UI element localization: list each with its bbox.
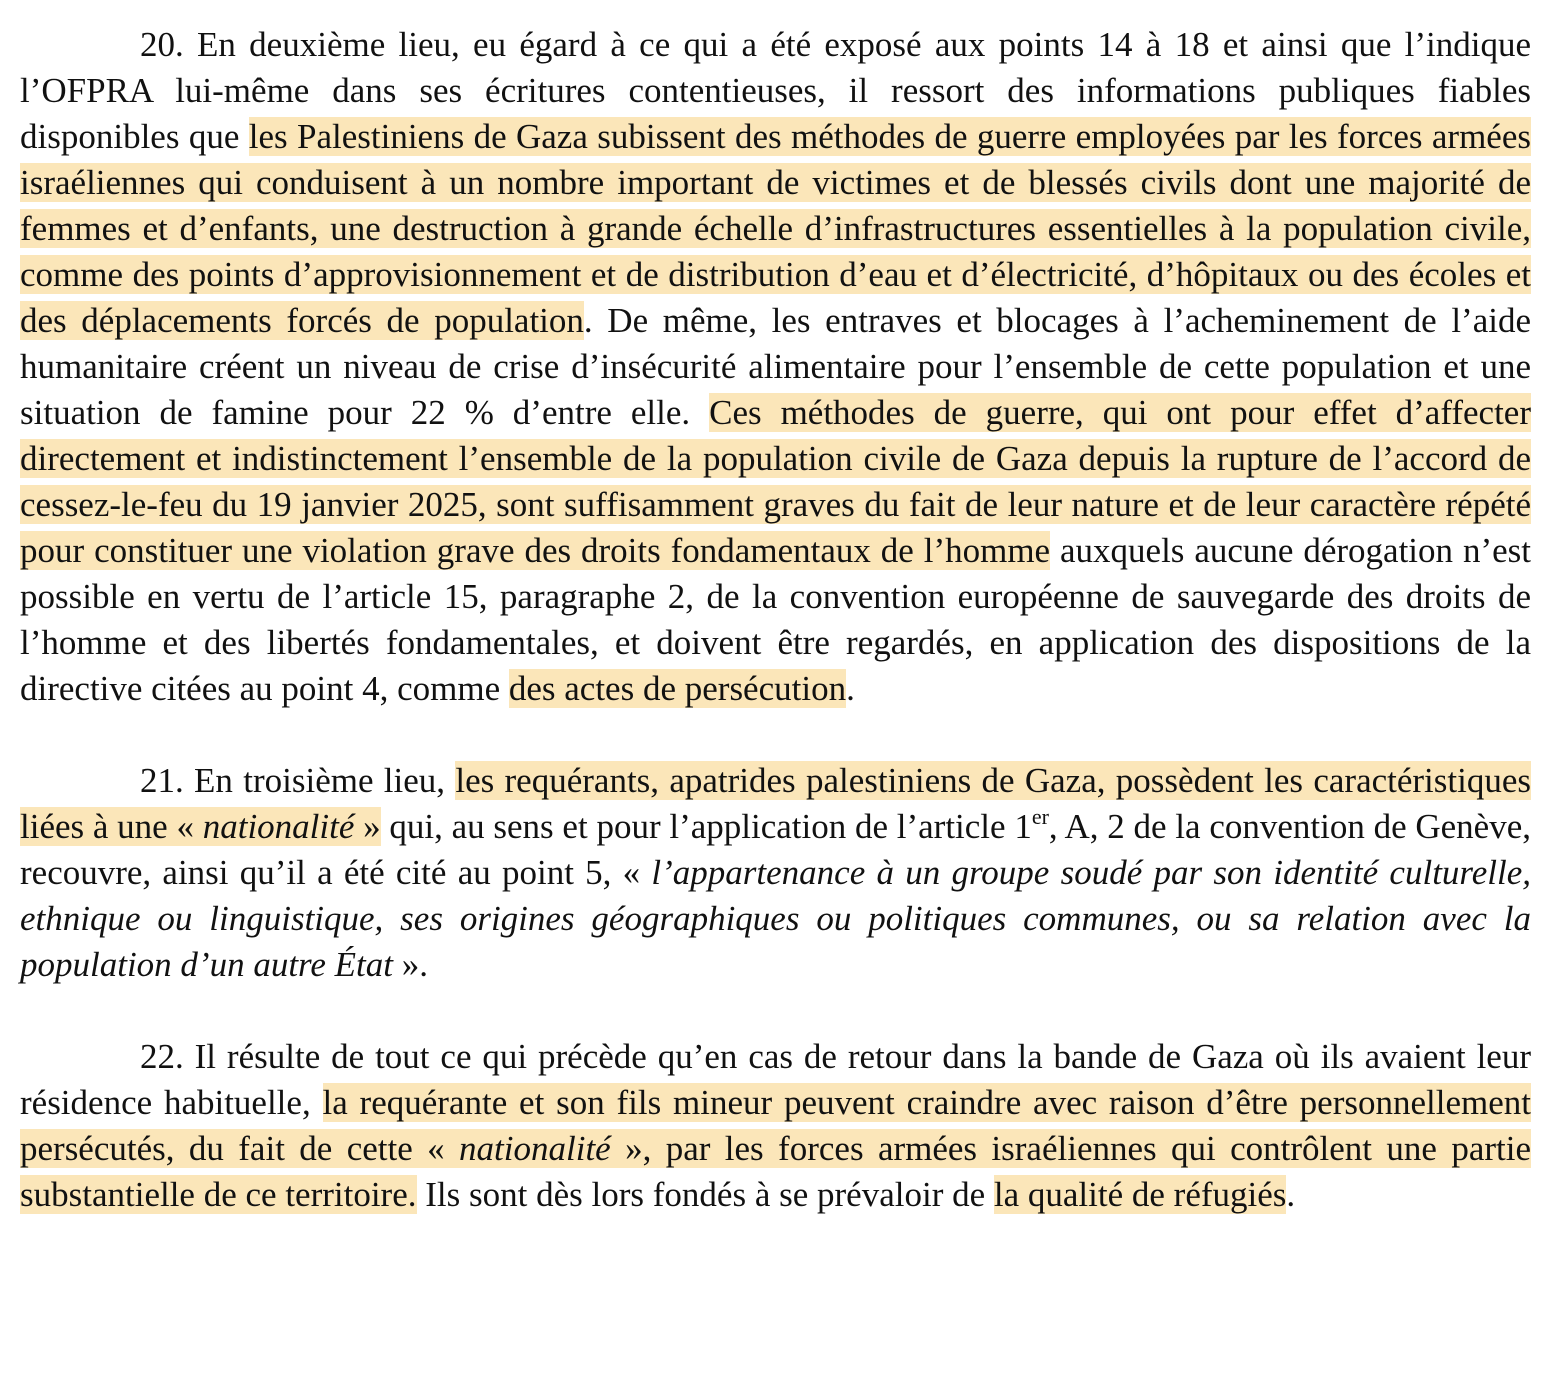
- paragraph-22-highlight-1-end: », par les forces armées israéliennes qui contrôlent une partie substantielle de ce territoire.: [20, 1129, 1532, 1214]
- paragraph-21-quotation: l’appartenance à un groupe soudé par son identité culturelle, ethnique ou linguistique, ses origines géographiques ou politiques communes, ou sa relation avec la population d’un autre État: [20, 853, 1532, 984]
- paragraph-20-text-4: .: [846, 669, 855, 708]
- paragraph-20-highlight-1: les Palestiniens de Gaza subissent des méthodes de guerre employées par les forces armées israéliennes qui conduisent à un nombre important de victimes et de blessés civils dont une majorité de femmes et d’enfants, une destruction à grande échelle d’infrastructures essentielles à la population civile, comme des points d’approvisionnement et de distribution d’eau et d’électricité, d’hôpitaux ou des écoles et des déplacements forcés de population: [20, 117, 1531, 340]
- paragraph-21-superscript: er: [1031, 804, 1049, 829]
- paragraph-20-highlight-2: Ces méthodes de guerre, qui ont pour effet d’affecter directement et indistinctement l’ensemble de la population civile de Gaza depuis la rupture de l’accord de cessez-le-feu du 19 janvier 2025, sont suffisamment graves du fait de leur nature et de leur caractère répété pour constituer une violation grave des droits fondamentaux de l’homme: [20, 393, 1531, 570]
- paragraph-22-text-3: .: [1286, 1175, 1296, 1214]
- paragraph-22: [20, 1034, 1531, 1218]
- paragraph-21-nationalite-term: nationalité: [202, 807, 355, 846]
- paragraph-22-text-2: Ils sont dès lors fondés à se prévaloir de: [416, 1175, 994, 1214]
- paragraph-20-text-3: auxquels aucune dérogation n’est possible en vertu de l’article 15, paragraphe 2, de la convention européenne de sauvegarde des droits de l’homme et des libertés fondamentales, et doivent être regardés, en application des dispositions de la directive citées au point 4, comme: [20, 531, 1531, 708]
- paragraph-20-text-2: . De même, les entraves et blocages à l’acheminement de l’aide humanitaire créent un niveau de crise d’insécurité alimentaire pour l’ensemble de cette population et une situation de famine pour 22 % d’entre elle.: [20, 301, 1531, 432]
- paragraph-22-nationalite-term: nationalité: [459, 1129, 611, 1168]
- paragraph-21-text-3: , A, 2 de la convention de Genève, recouvre, ainsi qu’il a été cité au point 5, «: [20, 807, 1531, 892]
- paragraph-20-text-1: 20. En deuxième lieu, eu égard à ce qui a été exposé aux points 14 à 18 et ainsi que l’indique l’OFPRA lui-même dans ses écritures contentieuses, il ressort des informations publiques fiables disponibles que: [20, 25, 1531, 156]
- paragraph-21-highlight-1-start: les requérants, apatrides palestiniens de Gaza, possèdent les caractéristiques liées à une «: [20, 761, 1531, 846]
- paragraph-20: [20, 22, 1531, 712]
- paragraph-22-highlight-1-start: la requérante et son fils mineur peuvent craindre avec raison d’être personnellement persécutés, du fait de cette «: [20, 1083, 1531, 1168]
- paragraph-22-highlight-2: la qualité de réfugiés: [993, 1175, 1287, 1214]
- paragraph-22-text-1: 22. Il résulte de tout ce qui précède qu’en cas de retour dans la bande de Gaza où ils avaient leur résidence habituelle,: [20, 1037, 1531, 1122]
- paragraph-21-highlight-1-end: »: [354, 807, 381, 846]
- paragraph-21: [20, 758, 1531, 988]
- paragraph-20-highlight-3: des actes de persécution: [508, 669, 847, 708]
- paragraph-21-text-2: qui, au sens et pour l’application de l’article 1: [380, 807, 1032, 846]
- paragraph-21-text-4: ».: [393, 945, 428, 984]
- paragraph-21-text-1: 21. En troisième lieu,: [140, 761, 456, 800]
